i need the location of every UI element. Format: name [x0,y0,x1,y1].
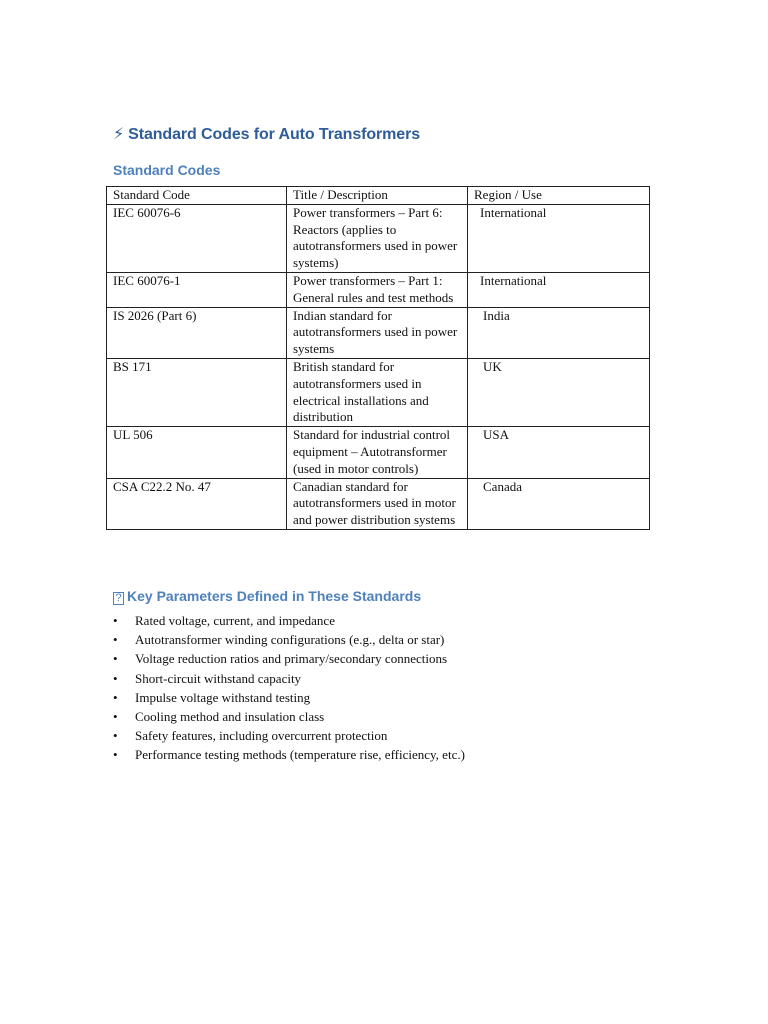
bullet-icon: • [113,670,118,686]
description-cell: Canadian standard for autotransformers used in motor and power distribution systems [287,478,468,529]
table-header-row [107,187,650,205]
bullet-icon: • [113,709,118,725]
description-cell: Standard for industrial control equipment – Autotransformer (used in motor controls) [287,427,468,478]
list-item-text: Cooling method and insulation class [135,709,325,725]
list-item-text: Performance testing methods (temperature rise, efficiency, etc.) [135,747,465,763]
list-item [113,745,465,764]
standard-code-cell: IEC 60076-1 [107,272,287,307]
list-item [113,707,465,726]
region-text: International [480,272,547,288]
table-header-cell: Title / Description [287,187,468,205]
list-item-text: Short-circuit withstand capacity [135,670,302,686]
region-text: UK [483,358,502,374]
document-title [113,124,420,144]
key-parameters-heading-text: Key Parameters Defined in These Standards [127,588,422,604]
description-cell: Indian standard for autotransformers used in power systems [287,307,468,358]
list-item [113,669,465,688]
standard-code-cell: BS 171 [107,358,287,426]
description-cell: British standard for autotransformers used in electrical installations and distribution [287,358,468,426]
table-header-cell: Region / Use [468,187,650,205]
list-item [113,611,465,630]
list-item [113,649,465,668]
description-cell: Power transformers – Part 1: General rules and test methods [287,272,468,307]
list-item-text: Autotransformer winding configurations (e.g., delta or star) [135,632,445,648]
document-title-text: Standard Codes for Auto Transformers [128,126,420,143]
region-cell [468,358,650,426]
region-cell [468,272,650,307]
bullet-icon: • [113,613,118,628]
bullet-icon: • [113,651,118,667]
bullet-icon: • [113,689,118,705]
region-cell [468,478,650,529]
lightning-icon: ⚡ [113,126,125,143]
region-text: USA [483,427,510,443]
table-row [107,358,650,426]
standard-codes-table [106,186,650,530]
bullet-icon: • [113,747,118,763]
standard-code-cell: IEC 60076-6 [107,204,287,272]
table-row [107,427,650,478]
table-row [107,272,650,307]
list-item-text: Impulse voltage withstand testing [135,689,311,705]
standard-code-cell: UL 506 [107,427,287,478]
standard-code-cell: CSA C22.2 No. 47 [107,478,287,529]
table-row [107,307,650,358]
region-cell [468,307,650,358]
list-item [113,630,465,649]
list-item-text: Voltage reduction ratios and primary/secondary connections [135,651,448,667]
key-parameters-heading [113,588,421,605]
list-item-text: Rated voltage, current, and impedance [135,613,335,628]
table-row [107,204,650,272]
region-text: India [483,307,510,323]
bullet-icon: • [113,632,118,648]
standard-codes-heading: Standard Codes [113,162,221,178]
list-item [113,688,465,707]
region-text: International [480,204,547,220]
region-cell [468,204,650,272]
key-parameters-list [113,611,465,765]
list-item [113,726,465,745]
description-cell: Power transformers – Part 6: Reactors (applies to autotransformers used in power systems) [287,204,468,272]
table-row [107,478,650,529]
standard-code-cell: IS 2026 (Part 6) [107,307,287,358]
list-item-text: Safety features, including overcurrent protection [135,728,388,744]
missing-glyph-icon: ? [113,592,124,605]
table-header-cell: Standard Code [107,187,287,205]
region-text: Canada [483,478,522,494]
region-cell [468,427,650,478]
bullet-icon: • [113,728,118,744]
